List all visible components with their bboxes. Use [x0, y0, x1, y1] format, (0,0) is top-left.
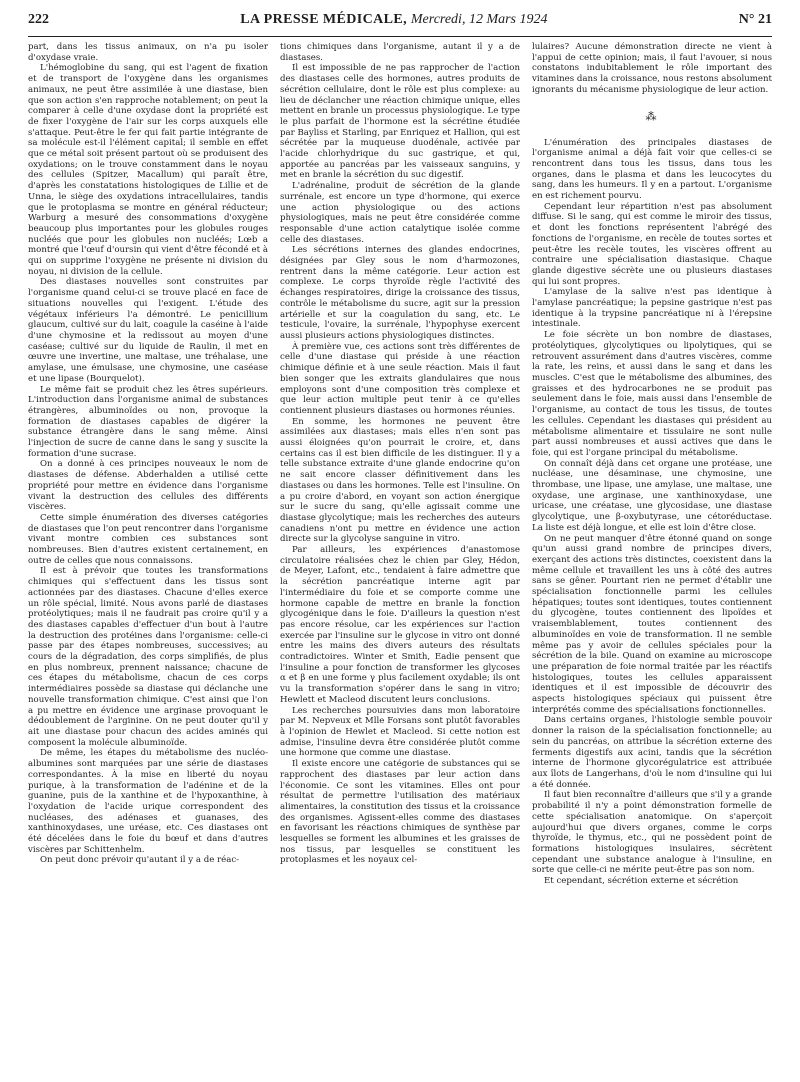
- article-body: [28, 42, 772, 1072]
- issue-number: N° 21: [738, 12, 772, 27]
- paragraph: De même, les étapes du métabolisme des nucléo-albumines sont marquées par une série de diastases correspondantes. À la mise en liberté du noyau purique, à la transformation de l'adénine et de la guanine, puis de la xanthine et de l'hypoxanthine, à l'oxydation de l'acide urique correspondent des nucléases, des adénases et guanases, des xanthinoxydases, une uréase, etc. Ces diastases ont été décelées dans le foie du bœuf et dans d'autres viscères par Schittenhelm.: [28, 748, 268, 855]
- paragraph: Les recherches poursuivies dans mon laboratoire par M. Nepveux et Mlle Forsans sont plutôt favorables à l'opinion de Hewlet et Macleod. Si cette notion est admise, l'insuline devra être considérée plutôt comme une hormone que comme une diastase.: [280, 705, 520, 759]
- paragraph: L'hémoglobine du sang, qui est l'agent de fixation et de transport de l'oxygène dans les organismes animaux, ne peut être assimilée à une diastase, bien que son action s'en rapproche notablement; on peut la comparer à celle d'une oxydase dont la propriété est de fixer l'oxygène de l'air sur les corps auxquels elle s'attaque. Peut-être le fer qui fait partie intégrante de sa molécule est-il l'élément capital; il semble en effet que ce métal soit présent partout où se produisent des oxydations; on le trouve constamment dans le noyau des cellules (Spitzer, Macallum) qui paraît être, d'après les constatations histologiques de Lillie et de Unna, le siège des oxydations intracellulaires, tandis que le protoplasma se montre en général réducteur; Warburg a mesuré des consommations d'oxygène beaucoup plus importantes pour les globules rouges nucléés que pour les globules non nucléés; Lœb a montré que l'œuf d'oursin qui vient d'être fécondé et à qui on supprime l'oxygène ne présente ni division du noyau, ni division de la cellule.: [28, 63, 268, 277]
- journal-name: LA PRESSE MÉDICALE,: [240, 12, 407, 27]
- paragraph: On connaît déjà dans cet organe une protéase, une nucléase, une désaminase, une chymosine, une thrombase, une lipase, une amylase, une maltase, une oxydase, une arginase, une xanthinoxydase, une uricase, une créatase, une glycosidase, une diastase glycolytique, une β-oxybutyrase, une cétoréductase. La liste est déjà longue, et elle est loin d'être close.: [532, 458, 772, 533]
- running-header: [28, 12, 772, 34]
- paragraph: Et cependant, sécrétion externe et sécrétion: [544, 876, 739, 887]
- header-rule: [28, 36, 772, 37]
- paragraph: L'amylase de la salive n'est pas identique à l'amylase pancréatique; la pepsine gastrique n'est pas identique à la trypsine pancréatique ni à l'érepsine intestinale.: [532, 287, 772, 330]
- paragraph: Dans certains organes, l'histologie semble pouvoir donner la raison de la spécialisation fonctionnelle; au sein du pancréas, on attribue la sécrétion externe des ferments digestifs aux acini, tandis que la sécrétion interne de l'hormone glycorégulatrice est attribuée aux îlots de Langerhans, d'où le nom d'insuline qui lui a été donnée.: [532, 715, 772, 790]
- paragraph: En somme, les hormones ne peuvent être assimilées aux diastases; mais elles n'en sont pas aussi éloignées qu'on pourrait le croire, et, dans certains cas il est bien difficile de les distinguer. Il y a telle substance extraite d'une glande endocrine qu'on ne sait encore classer définitivement dans les diastases ou dans les hormones. Telle est l'insuline. On a pu croire d'abord, en voyant son action énergique sur le sucre du sang, qu'elle agissait comme une diastase glycolytique; mais les recherches des auteurs canadiens n'ont pu mettre en évidence une action directe sur la glycolyse sanguine in vitro.: [280, 416, 520, 545]
- issue-date: Mercredi, 12 Mars 1924: [410, 12, 548, 27]
- paragraph: Il est impossible de ne pas rapprocher de l'action des diastases celle des hormones, autres produits de sécrétion cellulaire, dont le rôle est plus complexe: au lieu de déclancher une réaction chimique unique, elles mettent en branle un processus physiologique. Le type le plus parfait de l'hormone est la sécrétine étudiée par Bayliss et Starling, par Enriquez et Hallion, qui est sécrétée par la muqueuse duodénale, activée par l'acide chlorhydrique du suc gastrique, et qui, apportée au pancréas par les vaisseaux sanguins, y met en branle la sécrétion du suc digestif.: [280, 63, 520, 181]
- paragraph: part, dans les tissus animaux, on n'a pu isoler d'oxydase vraie.: [28, 42, 268, 63]
- journal-title: [240, 12, 547, 28]
- paragraph: Il existe encore une catégorie de substances qui se rapprochent des diastases par leur action dans l'économie. Ce sont les vitamines. Elles ont pour résultat de permettre l'utilisation des matériaux alimentaires, la constitution des tissus et la croissance des organismes. Agissent-elles comme des diastases en favorisant les réactions chimiques de synthèse par lesquelles se forment les albumines et les graisses de nos tissus, par lesquelles se constituent les protoplasmes et les noyaux cel-: [280, 759, 520, 866]
- paragraph: Le même fait se produit chez les êtres supérieurs. L'introduction dans l'organisme animal de substances étrangères, albuminoïdes ou non, provoque la formation de diastases capables de digérer la substance étrangère dans le sang même. Ainsi l'injection de sucre de canne dans le sang y suscite la formation d'une sucrase.: [28, 384, 268, 459]
- paragraph: On a donné à ces principes nouveaux le nom de diastases de défense. Abderhalden a utilisé cette propriété pour mettre en évidence dans l'organisme vivant la destruction des cellules des différents viscères.: [28, 459, 268, 513]
- paragraph: L'adrénaline, produit de sécrétion de la glande surrénale, est encore un type d'hormone, qui exerce une action physiologique ou des actions physiologiques, mais ne peut être considérée comme responsable d'une action catalytique isolée comme celle des diastases.: [280, 181, 520, 245]
- paragraph: On peut donc prévoir qu'autant il y a de réac-: [40, 855, 240, 866]
- paragraph: Des diastases nouvelles sont construites par l'organisme quand celui-ci se trouve placé en face de situations nouvelles qui l'exigent. L'étude des végétaux inférieurs l'a démontré. Le penicillium glaucum, cultivé sur du lait, coagule la caséine à l'aide d'une chymosine et la redissout au moyen d'une caséase; cultivé sur du liquide de Raulin, il met en œuvre une invertine, une maltase, une tréhalase, une amylase, une émulsase, une chymosine, une caséase et une lipase (Bourquelot).: [28, 277, 268, 384]
- paragraph: lulaires? Aucune démonstration directe ne vient à l'appui de cette opinion; mais, il faut l'avouer, si nous constatons indubitablement le rôle important des vitamines dans la croissance, nous restons absolument ignorants du mécanisme physiologique de leur action.: [532, 42, 772, 95]
- paragraph: Cependant leur répartition n'est pas absolument diffuse. Si le sang, qui est comme le miroir des tissus, et dont les fonctions représentent l'abrégé des fonctions de l'organisme, en recèle de toutes sortes et peut-être les recèle toutes, les viscères offrent au contraire une spécialisation diastasique. Chaque glande digestive sécrète une ou plusieurs diastases qui lui sont propres.: [532, 201, 772, 287]
- paragraph: Il est à prévoir que toutes les transformations chimiques qui s'effectuent dans les tissus sont actionnées par des diastases. Chacune d'elles exerce un rôle spécial, limité. Nous avons parlé de diastases protéolytiques; mais il ne faudrait pas croire qu'il y a des diastases capables d'effectuer d'un bout à l'autre la destruction des protéines dans l'organisme: celle-ci passe par des étapes nombreuses, successives; au cours de la dégradation, des corps simplifiés, de plus en plus nombreux, prennent naissance; chacune de ces étapes du métabolisme, chacun de ces corps intermédiaires possède sa diastase qui déclanche une nouvelle transformation chimique. C'est ainsi que l'on a pu mettre en évidence une arginase provoquant le dédoublement de l'arginine. On ne peut douter qu'il y ait une diastase pour chacun des acides aminés qui composent la molécule albuminoïde.: [28, 566, 268, 748]
- paragraph: Il faut bien reconnaître d'ailleurs que s'il y a grande probabilité il n'y a point démonstration formelle de cette spécialisation anatomique. On s'aperçoit aujourd'hui que divers organes, comme le corps thyroïde, le thymus, etc., qui ne possèdent point de formations histologiques insulaires, sécrètent cependant une substance analogue à l'insuline, en sorte que celle-ci ne mérite peut-être pas son nom.: [532, 790, 772, 876]
- paragraph: Par ailleurs, les expériences d'anastomose circulatoire réalisées chez le chien par Gley, Hédon, de Meyer, Lafont, etc., tendaient à faire admettre que la sécrétion pancréatique interne agit par l'intermédiaire du foie et se comporte comme une hormone capable de mettre en branle la fonction glycogénique dans le foie. D'ailleurs la question n'est pas encore résolue, car les expériences sur l'action exercée par l'insuline sur le glycose in vitro ont donné entre les mains des divers auteurs des résultats contradictoires. Winter et Smith, Eadie pensent que l'insuline a pour fonction de transformer les glycoses α et β en une forme γ plus facilement oxydable; ils ont vu la transformation s'opérer dans le sang in vitro; Hewlett et Macleod discutent leurs conclusions.: [280, 545, 520, 705]
- column-middle: [280, 42, 520, 1072]
- section-separator-asterism: ⁂: [645, 109, 659, 123]
- paragraph: On ne peut manquer d'être étonné quand on songe qu'un aussi grand nombre de principes divers, exerçant des actions très distinctes, coexistent dans la même cellule et travaillent les uns à côté des autres sans se gêner. Pourtant rien ne permet d'établir une spécialisation fonctionnelle parmi les cellules hépatiques; toutes sont identiques, toutes contiennent du glycogène, toutes contiennent des lipoïdes et vraisemblablement, toutes contiennent des albuminoïdes en voie de transformation. Il ne semble même pas y avoir de cellules spéciales pour la sécrétion de la bile. Quand on examine au microscope une préparation de foie normal traitée par les réactifs histologiques, toutes les cellules apparaissent identiques et il est impossible de découvrir des aspects histologiques spéciaux qui puissent être interprétés comme des spécialisations fonctionnelles.: [532, 533, 772, 715]
- paragraph: Les sécrétions internes des glandes endocrines, désignées par Gley sous le nom d'harmozones, rentrent dans la même catégorie. Leur action est complexe. Le corps thyroïde règle l'activité des échanges respiratoires, dirige la croissance des tissus, contrôle le métabolisme du sucre, agit sur la pression artérielle et sur la coagulation du sang, etc. Le testicule, l'ovaire, la surrénale, l'hypophyse exercent aussi plusieurs actions physiologiques distinctes.: [280, 245, 520, 341]
- column-right: [532, 42, 772, 1072]
- page-number: 222: [28, 12, 49, 27]
- paragraph: Cette simple énumération des diverses catégories de diastases que l'on peut rencontrer dans l'organisme vivant montre combien ces substances sont nombreuses. Bien d'autres existent certainement, en outre de celles que nous connaissons.: [28, 512, 268, 566]
- column-left: [28, 42, 268, 1072]
- paragraph: tions chimiques dans l'organisme, autant il y a de diastases.: [280, 42, 520, 63]
- paragraph: Le foie sécrète un bon nombre de diastases, protéolytiques, glycolytiques ou lipolytiques, qui se retrouvent assurément dans d'autres viscères, comme la rate, les reins, et aussi dans le sang et dans les muscles. C'est que le métabolisme des albumines, des graisses et des hydrocarbones ne se produit pas seulement dans le foie, mais aussi dans l'ensemble de l'organisme, au contact de tous les tissus, de toutes les cellules. Cependant les diastases qui président au métabolisme alimentaire et tissulaire ne sont nulle part aussi nombreuses et aussi actives que dans le foie, qui est l'organe principal du métabolisme.: [532, 330, 772, 458]
- paragraph: L'énumération des principales diastases de l'organisme animal a déjà fait voir que celles-ci se rencontrent dans tous les tissus, dans tous les organes, dans le plasma et dans les leucocytes du sang, dans les humeurs. Il y en a partout. L'organisme en est richement pourvu.: [532, 137, 772, 202]
- paragraph: À première vue, ces actions sont très différentes de celle d'une diastase qui préside à une réaction chimique définie et à une seule réaction. Mais il faut bien songer que les extraits glandulaires que nous employons sont d'une composition très complexe et que leur action multiple peut tenir à ce qu'elles contiennent plusieurs diastases ou hormones réunies.: [280, 341, 520, 416]
